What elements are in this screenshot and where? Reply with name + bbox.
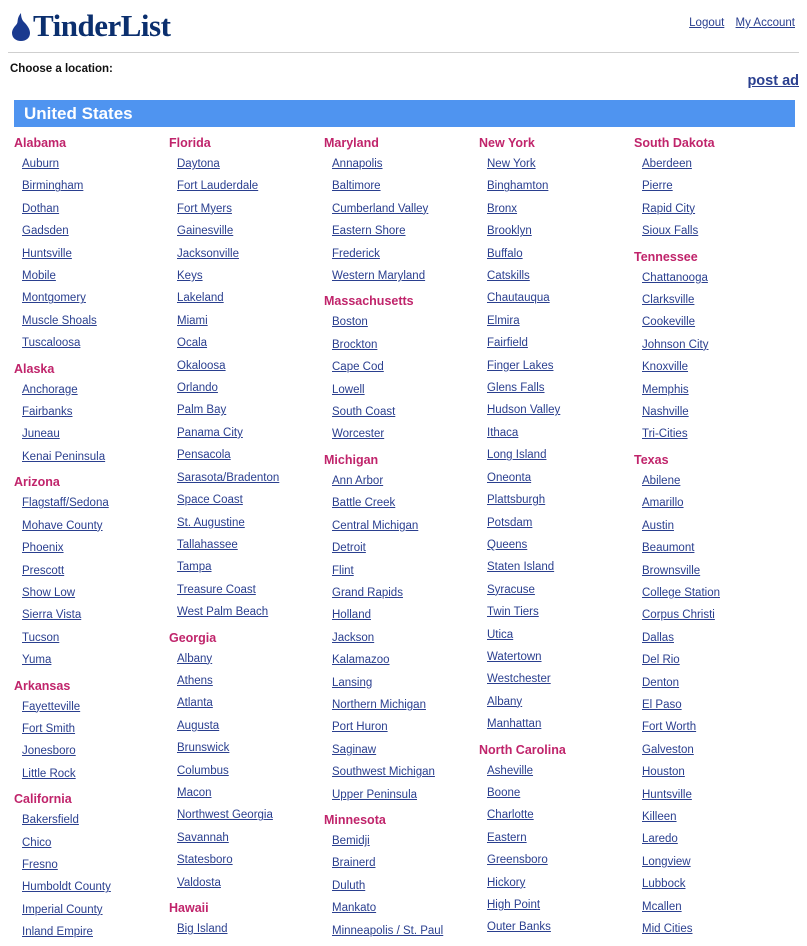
city-link[interactable]: Westchester bbox=[487, 673, 551, 686]
city-link[interactable]: Mcallen bbox=[642, 900, 682, 913]
city-link[interactable]: Plattsburgh bbox=[487, 494, 546, 507]
city-link[interactable]: Augusta bbox=[177, 719, 220, 732]
city-link[interactable]: Pierre bbox=[642, 180, 673, 193]
city-link[interactable]: Sioux Falls bbox=[642, 225, 699, 238]
city-link[interactable]: Nashville bbox=[642, 406, 689, 419]
city-link[interactable]: Knoxville bbox=[642, 361, 689, 374]
city-link[interactable]: Port Huron bbox=[332, 721, 388, 734]
city-link[interactable]: Orlando bbox=[177, 382, 218, 395]
location-column bbox=[169, 136, 324, 944]
city-link[interactable]: Corpus Christi bbox=[642, 609, 715, 622]
city-link[interactable]: Outer Banks bbox=[487, 921, 551, 934]
city-link[interactable]: Potsdam bbox=[487, 516, 533, 529]
city-link[interactable]: Mobile bbox=[22, 270, 56, 283]
state-heading: Minnesota bbox=[324, 812, 386, 827]
city-link[interactable]: Grand Rapids bbox=[332, 586, 403, 599]
city-link[interactable]: Saginaw bbox=[332, 743, 377, 756]
city-link[interactable]: Athens bbox=[177, 674, 213, 687]
state-heading: Texas bbox=[634, 452, 669, 467]
city-link[interactable]: Keys bbox=[177, 270, 203, 283]
city-link[interactable]: Daytona bbox=[177, 158, 220, 170]
city-link[interactable]: Dallas bbox=[642, 631, 674, 644]
city-link[interactable]: Del Rio bbox=[642, 654, 680, 667]
city-link[interactable]: Montgomery bbox=[22, 292, 86, 305]
city-link[interactable]: Clarksville bbox=[642, 294, 695, 307]
city-link[interactable]: Prescott bbox=[22, 564, 65, 577]
city-link[interactable]: Dothan bbox=[22, 202, 60, 215]
city-link[interactable]: Fort Lauderdale bbox=[177, 180, 259, 193]
city-link[interactable]: Miami bbox=[177, 314, 208, 327]
city-link[interactable]: Chattanooga bbox=[642, 271, 708, 284]
city-link[interactable]: Denton bbox=[642, 676, 680, 689]
my-account-link[interactable]: My Account bbox=[735, 17, 795, 29]
city-link[interactable]: Laredo bbox=[642, 833, 678, 846]
state-group bbox=[14, 136, 165, 355]
city-link[interactable]: Flint bbox=[332, 564, 354, 577]
state-heading: South Dakota bbox=[634, 136, 715, 150]
state-group bbox=[634, 136, 785, 243]
state-group bbox=[634, 250, 785, 446]
city-link[interactable]: Asheville bbox=[487, 764, 534, 777]
city-link[interactable]: Fort Myers bbox=[177, 202, 232, 215]
city-link[interactable]: Auburn bbox=[22, 158, 60, 170]
state-group bbox=[14, 679, 165, 786]
city-link[interactable]: Western Maryland bbox=[332, 270, 426, 283]
city-link[interactable]: Sarasota/Bradenton bbox=[177, 471, 280, 484]
city-link[interactable]: New York bbox=[487, 158, 536, 170]
city-link[interactable]: Bemidji bbox=[332, 834, 370, 847]
header-links bbox=[681, 17, 795, 29]
city-link[interactable]: Southwest Michigan bbox=[332, 766, 435, 779]
city-link[interactable]: Detroit bbox=[332, 542, 366, 555]
page-header bbox=[0, 0, 807, 52]
state-group bbox=[324, 294, 475, 445]
city-link[interactable]: Pensacola bbox=[177, 449, 231, 462]
city-link[interactable]: Mankato bbox=[332, 902, 377, 915]
city-link[interactable]: Jacksonville bbox=[177, 247, 239, 260]
city-link[interactable]: Tampa bbox=[177, 561, 212, 574]
city-link[interactable]: Worcester bbox=[332, 428, 385, 441]
city-link[interactable]: Boston bbox=[332, 316, 368, 329]
city-link[interactable]: Oneonta bbox=[487, 471, 532, 484]
city-link[interactable]: Mid Cities bbox=[642, 923, 693, 935]
state-group bbox=[14, 362, 165, 469]
city-link[interactable]: Twin Tiers bbox=[487, 606, 539, 619]
state-heading: Alabama bbox=[14, 136, 67, 150]
city-link[interactable]: Elmira bbox=[487, 314, 520, 327]
city-link[interactable]: Gainesville bbox=[177, 225, 234, 238]
city-link[interactable]: Lowell bbox=[332, 383, 365, 396]
city-link[interactable]: Holland bbox=[332, 609, 371, 622]
city-link[interactable]: Johnson City bbox=[642, 338, 709, 351]
city-link[interactable]: Muscle Shoals bbox=[22, 314, 97, 327]
city-link[interactable]: Statesboro bbox=[177, 854, 233, 867]
city-link[interactable]: Hickory bbox=[487, 876, 526, 889]
state-heading: Tennessee bbox=[634, 249, 698, 264]
state-heading: Alaska bbox=[14, 361, 55, 376]
state-heading: Arkansas bbox=[14, 678, 71, 693]
city-link[interactable]: Humboldt County bbox=[22, 881, 111, 894]
city-link[interactable]: Hudson Valley bbox=[487, 404, 561, 417]
city-link[interactable]: Flagstaff/Sedona bbox=[22, 497, 109, 510]
city-link[interactable]: Eastern Shore bbox=[332, 225, 406, 238]
location-columns bbox=[14, 136, 795, 944]
city-link[interactable]: Mohave County bbox=[22, 519, 103, 532]
state-heading: New York bbox=[479, 136, 535, 150]
city-link[interactable]: High Point bbox=[487, 899, 541, 911]
city-link[interactable]: Abilene bbox=[642, 474, 681, 487]
city-link[interactable]: Tallahassee bbox=[177, 538, 238, 551]
city-link[interactable]: Panama City bbox=[177, 426, 243, 439]
city-link[interactable]: Beaumont bbox=[642, 542, 695, 555]
city-link[interactable]: Tri-Cities bbox=[642, 428, 688, 441]
state-heading: Maryland bbox=[324, 136, 379, 150]
city-link[interactable]: Sierra Vista bbox=[22, 609, 82, 622]
city-link[interactable]: Northern Michigan bbox=[332, 698, 426, 711]
city-link[interactable]: Duluth bbox=[332, 879, 366, 892]
post-ad-link[interactable]: post ad bbox=[747, 73, 799, 89]
city-link[interactable]: Rapid City bbox=[642, 202, 696, 215]
city-link[interactable]: Baltimore bbox=[332, 180, 381, 193]
city-link[interactable]: Space Coast bbox=[177, 494, 243, 507]
city-link[interactable]: Fort Smith bbox=[22, 722, 76, 735]
state-heading: Hawaii bbox=[169, 901, 209, 915]
city-link[interactable]: Show Low bbox=[22, 586, 76, 599]
city-link[interactable]: Fairfield bbox=[487, 337, 528, 350]
city-link[interactable]: Kenai Peninsula bbox=[22, 450, 106, 463]
city-link[interactable]: Atlanta bbox=[177, 697, 213, 710]
city-link[interactable]: Fayetteville bbox=[22, 700, 81, 713]
city-link[interactable]: Macon bbox=[177, 786, 212, 799]
city-link[interactable]: Eastern bbox=[487, 831, 527, 844]
city-link[interactable]: West Palm Beach bbox=[177, 606, 269, 619]
city-link[interactable]: Queens bbox=[487, 538, 528, 551]
state-group bbox=[169, 901, 320, 940]
city-link[interactable]: Glens Falls bbox=[487, 382, 545, 395]
city-link[interactable]: Brooklyn bbox=[487, 225, 532, 238]
city-link[interactable]: Palm Bay bbox=[177, 404, 227, 417]
city-link[interactable]: Central Michigan bbox=[332, 519, 419, 532]
city-link[interactable]: Albany bbox=[487, 695, 523, 708]
city-link[interactable]: Imperial County bbox=[22, 903, 103, 916]
city-link[interactable]: Amarillo bbox=[642, 497, 684, 510]
location-column bbox=[479, 136, 634, 944]
city-link[interactable]: Memphis bbox=[642, 383, 689, 396]
city-link[interactable]: Austin bbox=[642, 519, 674, 532]
city-link[interactable]: Savannah bbox=[177, 831, 229, 844]
city-link[interactable]: Bakersfield bbox=[22, 814, 79, 827]
state-group bbox=[479, 136, 630, 736]
city-link[interactable]: Brunswick bbox=[177, 742, 230, 755]
city-link[interactable]: Chico bbox=[22, 836, 52, 849]
location-column bbox=[634, 136, 789, 944]
city-link[interactable]: Little Rock bbox=[22, 767, 76, 780]
city-link[interactable]: Jonesboro bbox=[22, 745, 76, 758]
state-heading: Georgia bbox=[169, 630, 217, 645]
state-group bbox=[324, 813, 475, 942]
city-link[interactable]: Longview bbox=[642, 855, 691, 868]
state-heading: North Carolina bbox=[479, 742, 566, 757]
city-link[interactable]: Fresno bbox=[22, 858, 58, 871]
city-link[interactable]: St. Augustine bbox=[177, 516, 245, 529]
city-link[interactable]: Okaloosa bbox=[177, 359, 226, 372]
city-link[interactable]: Manhattan bbox=[487, 718, 542, 731]
city-link[interactable]: Greensboro bbox=[487, 854, 548, 867]
city-link[interactable]: Kalamazoo bbox=[332, 654, 390, 667]
city-link[interactable]: Jackson bbox=[332, 631, 375, 644]
city-link[interactable]: Yuma bbox=[22, 654, 52, 667]
city-link[interactable]: Tucson bbox=[22, 631, 60, 644]
flame-icon bbox=[10, 12, 32, 40]
state-group bbox=[14, 792, 165, 943]
city-link[interactable]: Cookeville bbox=[642, 316, 696, 329]
state-group bbox=[324, 453, 475, 806]
city-link[interactable]: Cumberland Valley bbox=[332, 202, 429, 215]
state-heading: Michigan bbox=[324, 452, 379, 467]
city-link[interactable]: Lakeland bbox=[177, 292, 224, 305]
city-link[interactable]: Northwest Georgia bbox=[177, 809, 273, 822]
country-title: United States bbox=[24, 103, 133, 123]
state-group bbox=[169, 631, 320, 894]
city-link[interactable]: Finger Lakes bbox=[487, 359, 554, 372]
city-link[interactable]: Inland Empire bbox=[22, 926, 93, 939]
city-link[interactable]: Killeen bbox=[642, 810, 677, 823]
city-link[interactable]: Charlotte bbox=[487, 809, 534, 822]
city-link[interactable]: Juneau bbox=[22, 428, 60, 441]
city-link[interactable]: Tuscaloosa bbox=[22, 337, 81, 350]
state-heading: Massachusetts bbox=[324, 294, 414, 309]
city-link[interactable]: Binghamton bbox=[487, 180, 549, 193]
city-link[interactable]: Cape Cod bbox=[332, 361, 384, 374]
city-link[interactable]: Boone bbox=[487, 786, 521, 799]
city-link[interactable]: El Paso bbox=[642, 698, 682, 711]
city-link[interactable]: Huntsville bbox=[642, 788, 692, 801]
city-link[interactable]: Frederick bbox=[332, 247, 380, 260]
state-heading: Arizona bbox=[14, 475, 60, 490]
state-heading: Florida bbox=[169, 136, 211, 150]
city-link[interactable]: Syracuse bbox=[487, 583, 535, 596]
city-link[interactable]: Minneapolis / St. Paul bbox=[332, 924, 444, 937]
city-link[interactable]: College Station bbox=[642, 586, 720, 599]
state-group bbox=[169, 136, 320, 624]
city-link[interactable]: Fairbanks bbox=[22, 406, 73, 419]
logout-link[interactable]: Logout bbox=[689, 17, 725, 29]
state-group bbox=[479, 743, 630, 939]
country-banner bbox=[14, 100, 795, 127]
city-link[interactable]: Huntsville bbox=[22, 247, 72, 260]
city-link[interactable]: Phoenix bbox=[22, 542, 64, 555]
logo-text: TinderList bbox=[33, 8, 171, 43]
city-link[interactable]: Catskills bbox=[487, 270, 530, 283]
city-link[interactable]: Albany bbox=[177, 652, 213, 665]
city-link[interactable]: Big Island bbox=[177, 923, 228, 935]
location-column bbox=[324, 136, 479, 944]
city-link[interactable]: Bronx bbox=[487, 202, 518, 215]
city-link[interactable]: Staten Island bbox=[487, 561, 555, 574]
city-link[interactable]: Birmingham bbox=[22, 180, 84, 193]
city-link[interactable]: Aberdeen bbox=[642, 158, 692, 170]
city-link[interactable]: Houston bbox=[642, 766, 685, 779]
location-column bbox=[14, 136, 169, 944]
city-link[interactable]: Anchorage bbox=[22, 383, 78, 396]
city-link[interactable]: Brainerd bbox=[332, 857, 376, 870]
city-link[interactable]: Watertown bbox=[487, 650, 542, 663]
city-link[interactable]: Utica bbox=[487, 628, 514, 641]
city-link[interactable]: Lubbock bbox=[642, 878, 686, 891]
city-link[interactable]: Fort Worth bbox=[642, 721, 697, 734]
city-link[interactable]: Long Island bbox=[487, 449, 547, 462]
city-link[interactable]: Ann Arbor bbox=[332, 474, 384, 487]
logo[interactable] bbox=[10, 8, 795, 44]
choose-location-label: Choose a location: bbox=[10, 63, 113, 75]
city-link[interactable]: Lansing bbox=[332, 676, 373, 689]
city-link[interactable]: Columbus bbox=[177, 764, 229, 777]
city-link[interactable]: Ithaca bbox=[487, 426, 519, 439]
state-group bbox=[324, 136, 475, 287]
city-link[interactable]: Upper Peninsula bbox=[332, 788, 418, 801]
city-link[interactable]: Brockton bbox=[332, 338, 378, 351]
city-link[interactable]: Valdosta bbox=[177, 876, 221, 889]
city-link[interactable]: Battle Creek bbox=[332, 497, 396, 510]
city-link[interactable]: Buffalo bbox=[487, 247, 523, 260]
city-link[interactable]: Treasure Coast bbox=[177, 583, 256, 596]
city-link[interactable]: South Coast bbox=[332, 406, 396, 419]
choose-location-bar bbox=[8, 52, 799, 96]
city-link[interactable]: Galveston bbox=[642, 743, 694, 756]
state-group bbox=[634, 453, 785, 941]
city-link[interactable]: Brownsville bbox=[642, 564, 701, 577]
city-link[interactable]: Ocala bbox=[177, 337, 208, 350]
state-group bbox=[14, 475, 165, 671]
state-heading: California bbox=[14, 792, 72, 807]
city-link[interactable]: Gadsden bbox=[22, 225, 69, 238]
city-link[interactable]: Annapolis bbox=[332, 158, 383, 170]
city-link[interactable]: Chautauqua bbox=[487, 292, 550, 305]
